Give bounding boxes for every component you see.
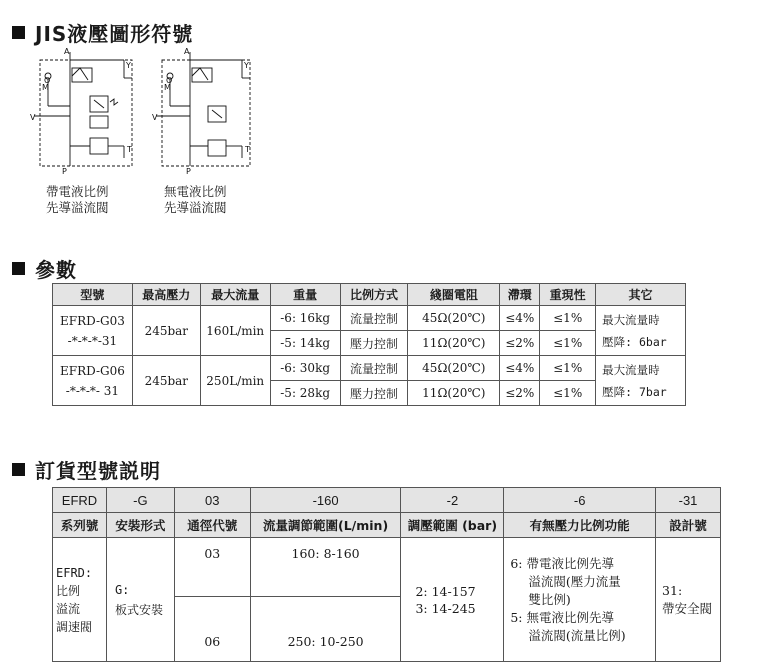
function-cell: 6: 帶電液比例先導 溢流閥(壓力流量 雙比例) 5: 無電液比例先導 溢流閥(流量比例): [504, 538, 656, 662]
svg-text:T: T: [127, 145, 132, 154]
svg-text:V: V: [152, 113, 158, 122]
svg-text:A: A: [184, 47, 190, 56]
svg-text:T: T: [245, 145, 250, 154]
order-code-table: [52, 487, 721, 662]
parameters-table: [52, 283, 686, 406]
svg-text:M: M: [164, 83, 171, 92]
design-cell: 31: 帶安全閥: [656, 538, 721, 662]
section-square-icon: [12, 463, 25, 476]
left-symbol-caption: 帶電液比例 先導溢流閥: [46, 184, 109, 215]
mount-cell: G: 板式安裝: [106, 538, 174, 662]
params-section-heading: [12, 254, 77, 283]
svg-text:P: P: [186, 167, 191, 174]
section-square-icon: [12, 262, 25, 275]
table-row: 06 250: 10-250: [53, 597, 721, 662]
svg-text:M: M: [42, 83, 49, 92]
order-code-row: EFRD -G 03 -160 -2 -6 -31: [53, 488, 721, 513]
symbols-section-heading: [12, 18, 193, 47]
svg-text:V: V: [30, 113, 36, 122]
order-section-title: 訂貨型號説明: [35, 459, 161, 483]
right-symbol-caption: 無電液比例 先導溢流閥: [164, 184, 227, 215]
svg-text:O: O: [44, 76, 51, 85]
proportional-valve-symbol-with-electric: [28, 46, 148, 174]
table-row: EFRD: 比例 溢流 調速閥 G: 板式安裝 03 160: 8-160 2: 14-157 3: 14-245 6: 帶電液比例先導 溢流閥(壓力流量 雙比例) 5: 無電液比例先導 溢流閥(流量比例) 31: 帶安全閥: [53, 538, 721, 597]
params-section-title: 參數: [35, 258, 77, 282]
table-row: EFRD-G03 -*-*-*-31 245bar 160L/min -6: 16kg 流量控制 45Ω(20℃) ≤4% ≤1% 最大流量時 壓降: 6bar: [53, 306, 686, 331]
params-header-row: 型號 最高壓力 最大流量 重量 比例方式 綫圈電阻 滯環 重現性 其它: [53, 284, 686, 306]
svg-text:O: O: [166, 76, 173, 85]
series-cell: EFRD: 比例 溢流 調速閥: [53, 538, 107, 662]
svg-text:Y: Y: [244, 61, 249, 70]
order-header-row: 系列號 安裝形式 通徑代號 流量調節範圍(L/min) 調壓範圍 (bar) 有無壓力比例功能 設計號: [53, 513, 721, 538]
table-row: EFRD-G06 -*-*-*- 31 245bar 250L/min -6: 30kg 流量控制 45Ω(20℃) ≤4% ≤1% 最大流量時 壓降: 7bar: [53, 356, 686, 381]
svg-text:P: P: [62, 167, 67, 174]
order-section-heading: [12, 455, 161, 484]
svg-text:Y: Y: [126, 61, 131, 70]
section-square-icon: [12, 26, 25, 39]
table-row: -5: 14kg 壓力控制 11Ω(20℃) ≤2% ≤1%: [53, 331, 686, 356]
port-a-label: A: [64, 47, 70, 56]
table-row: -5: 28kg 壓力控制 11Ω(20℃) ≤2% ≤1%: [53, 381, 686, 406]
symbols-section-title: JIS液壓圖形符號: [35, 22, 194, 46]
pressure-range-cell: 2: 14-157 3: 14-245: [401, 538, 504, 662]
proportional-valve-symbol-without-electric: [150, 46, 265, 174]
